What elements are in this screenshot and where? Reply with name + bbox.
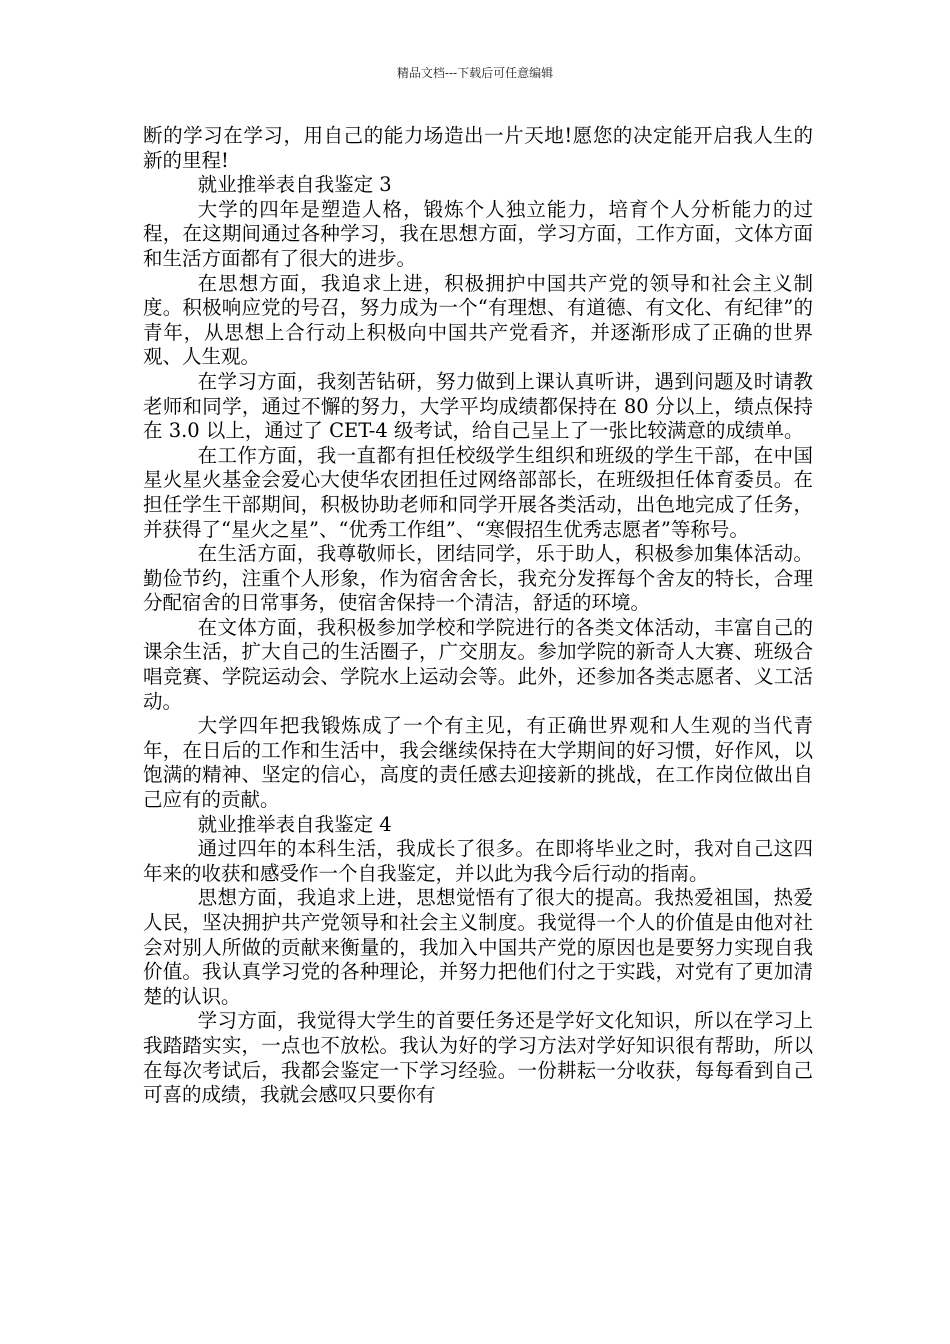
page-header: 精品文档---下载后可任意编辑: [396, 66, 554, 80]
paragraph-study: 在学习方面，我刻苦钻研，努力做到上课认真听讲，遇到问题及时请教老师和同学，通过不懈的努力，大学平均成绩都保持在 80 分以上，绩点保持在 3.0 以上，通过了 CET-4 级考试，给自己呈上了一张比较满意的成绩单。: [143, 369, 813, 443]
document-body: [143, 124, 813, 1108]
continuation-paragraph: 断的学习在学习，用自己的能力场造出一片天地!愿您的决定能开启我人生的新的里程!: [143, 124, 813, 172]
paragraph-ideology-4: 思想方面，我追求上进，思想觉悟有了很大的提高。我热爱祖国，热爱人民，坚决拥护共产党领导和社会主义制度。我觉得一个人的价值是由他对社会对别人所做的贡献来衡量的，我加入中国共产党的原因也是要努力实现自我价值。我认真学习党的各种理论，并努力把他们付之于实践，对党有了更加清楚的认识。: [143, 886, 813, 1008]
paragraph-sports: 在文体方面，我积极参加学校和学院进行的各类文体活动，丰富自己的课余生活，扩大自己的生活圈子，广交朋友。参加学院的新奇人大赛、班级合唱竞赛、学院运动会、学院水上运动会等。此外，还参加各类志愿者、义工活动。: [143, 615, 813, 713]
section-heading-3: 就业推举表自我鉴定 3: [197, 173, 392, 197]
paragraph-intro: 大学的四年是塑造人格，锻炼个人独立能力，培育个人分析能力的过程，在这期间通过各种学习，我在思想方面，学习方面，工作方面，文体方面和生活方面都有了很大的进步。: [143, 197, 813, 270]
paragraph-work: 在工作方面，我一直都有担任校级学生组织和班级的学生干部，在中国星火星火基金会爱心大使华农团担任过网络部部长，在班级担任体育委员。在担任学生干部期间，积极协助老师和同学开展各类活动，出色地完成了任务，并获得了“星火之星”、“优秀工作组”、“寒假招生优秀志愿者”等称号。: [143, 443, 813, 541]
paragraph-life: 在生活方面，我尊敬师长，团结同学，乐于助人，积极参加集体活动。勤俭节约，注重个人形象，作为宿舍舍长，我充分发挥每个舍友的特长，合理分配宿舍的日常事务，使宿舍保持一个清洁，舒适的环境。: [143, 542, 813, 615]
section-heading-4: 就业推举表自我鉴定 4: [197, 812, 392, 836]
paragraph-intro-4: 通过四年的本科生活，我成长了很多。在即将毕业之时，我对自己这四年来的收获和感受作一个自我鉴定，并以此为我今后行动的指南。: [143, 837, 813, 885]
paragraph-ideology: 在思想方面，我追求上进，积极拥护中国共产党的领导和社会主义制度。积极响应党的号召，努力成为一个“有理想、有道德、有文化、有纪律”的青年，从思想上合行动上积极向中国共产党看齐，并逐渐形成了正确的世界观、人生观。: [143, 271, 813, 369]
paragraph-study-4: 学习方面，我觉得大学生的首要任务还是学好文化知识，所以在学习上我踏踏实实，一点也不放松。我认为好的学习方法对学好知识很有帮助，所以在每次考试后，我都会鉴定一下学习经验。一份耕耘一分收获，每每看到自己可喜的成绩，我就会感叹只要你有: [143, 1009, 813, 1107]
paragraph-summary: 大学四年把我锻炼成了一个有主见，有正确世界观和人生观的当代青年，在日后的工作和生活中，我会继续保持在大学期间的好习惯，好作风，以饱满的精神、坚定的信心，高度的责任感去迎接新的挑战，在工作岗位做出自己应有的贡献。: [143, 714, 813, 812]
